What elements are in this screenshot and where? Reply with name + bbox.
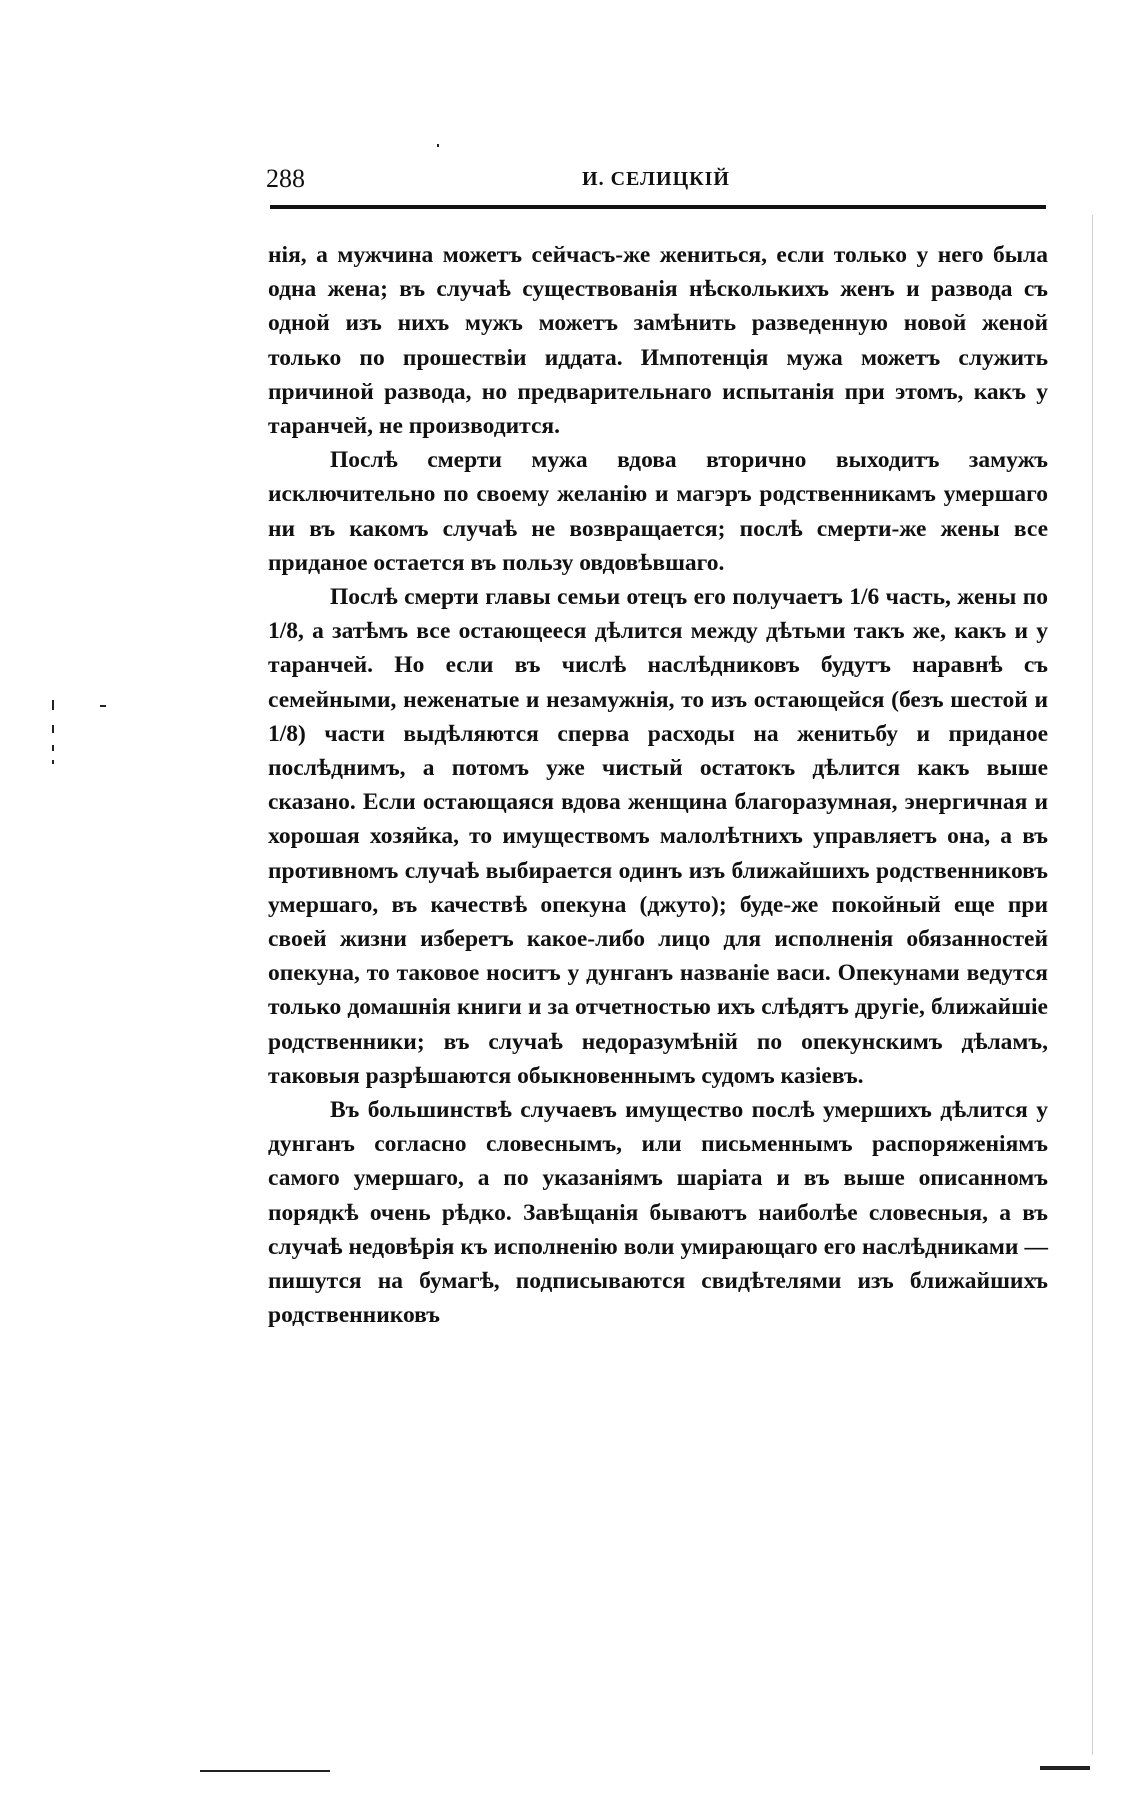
header-rule: [270, 205, 1046, 209]
margin-mark: [52, 745, 54, 751]
running-head: И. СЕЛИЦКІЙ: [582, 168, 730, 190]
margin-mark: [52, 760, 54, 764]
page-number: 288: [266, 164, 305, 193]
footer-rule: [200, 1770, 330, 1772]
margin-mark: [437, 144, 439, 147]
paragraph-4: Въ большинствѣ случаевъ имущество послѣ умершихъ дѣлится у дунганъ согласно словеснымъ, или письменнымъ распоряженіямъ самого умершаго, а по указаніямъ шаріата и въ выше описанномъ порядкѣ очень рѣдко. Завѣщанія бываютъ наиболѣе словесныя, а въ случаѣ недовѣрія къ исполненію воли умирающаго его наслѣдниками — пишутся на бумагѣ, подписываются свидѣтелями изъ ближайшихъ родственниковъ: [268, 1097, 1048, 1329]
margin-mark: [100, 705, 106, 707]
body-text: [268, 238, 1048, 1333]
footer-rule: [1040, 1766, 1090, 1770]
margin-mark: [1092, 215, 1093, 1755]
margin-mark: [52, 725, 54, 733]
paragraph-3: Послѣ смерти главы семьи отецъ его получаетъ 1/6 часть, жены по 1/8, а затѣмъ все остающееся дѣлится между дѣтьми такъ же, какъ и у таранчей. Но если въ числѣ наслѣдниковъ будутъ наравнѣ съ семейными, неженатые и незамужнія, то изъ остающейся (безъ шестой и 1/8) части выдѣляются сперва расходы на женитьбу и приданое послѣднимъ, а потомъ уже чистый остатокъ дѣлится какъ выше сказано. Если остающаяся вдова женщина благоразумная, энергичная и хорошая хозяйка, то имуществомъ малолѣтнихъ управляетъ она, а въ противномъ случаѣ выбирается одинъ изъ ближайшихъ родственниковъ умершаго, въ качествѣ опекуна (джуто); буде-же покойный еще при своей жизни изберетъ какое-либо лицо для исполненія обязанностей опекуна, то таковое носитъ у дунганъ названіе васи. Опекунами ведутся только домашнія книги и за отчетностью ихъ слѣдятъ другіе, ближайшіе родственники; въ случаѣ недоразумѣній по опекунскимъ дѣламъ, таковыя разрѣшаются обыкновеннымъ судомъ казіевъ.: [268, 584, 1048, 1089]
margin-mark: [52, 700, 54, 710]
paragraph-2: Послѣ смерти мужа вдова вторично выходитъ замужъ исключительно по своему желанію и магэръ родственникамъ умершаго ни въ какомъ случаѣ не возвращается; послѣ смерти-же жены все приданое остается въ пользу овдовѣвшаго.: [268, 447, 1048, 576]
page-header: [266, 160, 1046, 200]
paragraph-1: нія, а мужчина можетъ сейчасъ-же жениться, если только у него была одна жена; въ случаѣ существованія нѣсколькихъ женъ и развода съ одной изъ нихъ мужъ можетъ замѣнить разведенную новой женой только по прошествіи иддата. Импотенція мужа можетъ служить причиной развода, но предварительнаго испытанія при этомъ, какъ у таранчей, не производится.: [268, 242, 1048, 440]
